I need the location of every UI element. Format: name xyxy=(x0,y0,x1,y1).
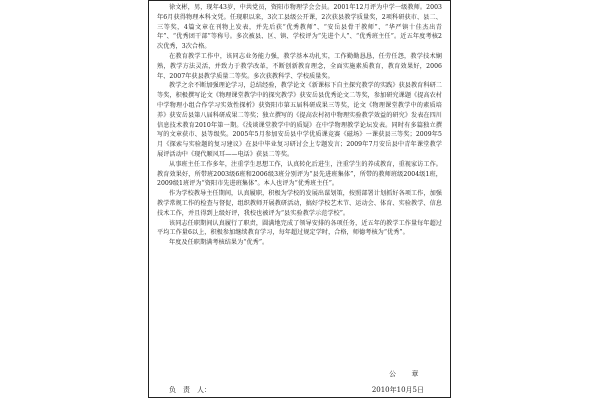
responsible-person-label: 负 责 人： xyxy=(169,386,211,394)
paragraph-research: 教学之余不断加强理论学习，总结经验，教学论文《新课标下自主探究教学的实践》获县教育科研二等奖，积极撰写论文《物理课堂教学中的探究教学》获安岳县优秀论文二等奖，参加研究课题《提高农村中学物理小组合作学习实效性探析》获资阳市第五届科研成果三等奖，论文《物理课堂教学中的素质培养》获安岳县第八届科研成果二等奖；独立撰写的《提高农村初中物理实验教学效益的研究》发表在四川信息技术教育2010年第一期。《浅谈课堂教学中的质疑》在中学物理教学论坛发表。同时有多篇独立撰写的文章获市、县等级奖。2005年5月参加安岳县中学优质课竞赛《磁场》一课获县三等奖；2009年5月《探索与实验题的复习建议》在县中毕业复习研讨会上专题发言；2009年7月安岳县中青年课堂教学展评活动中《现代顺风耳——电话》获县二等奖。 xyxy=(157,82,442,158)
paragraph-profile: 徐文彬，男，现年43岁，中共党员，资阳市物理学会会员。2001年12月评为中学一级教师。2003年6月获得物理本科文凭。任现职以来，3次工县级公开课，2次获县教学质量奖，2项科研获市、县二、三等奖，4篇文章在刊物上发表，并先后获“优秀教师”、“安岳县骨干教师”、“华严镇十佳杰出青年”、“优秀团干部”等称号。多次被县、区、镇、学校评为“先进个人”、“优秀班主任”。近五年度考核2次优秀，3次合格。 xyxy=(157,4,442,51)
paragraph-summary: 该同志任职期间认真履行了职责，圆满地完成了领导安排的各项任务，近五年的教学工作量每年超过平均工作量6以上，积极参加继续教育学习，每年超过规定学时，合格，师德考核为“优秀”。 xyxy=(157,219,442,237)
paragraph-class-teacher: 从事班主任工作多年，注重学生思想工作，认真转化后进生，注重学生的养成教育，重视家访工作。教育效果好，所带班2003级6班和2006级3班分别评为“县先进班集体”，所带的教师班级2004级1班，2009级1班评为“资阳市先进班集体”。本人也评为“优秀班主任”。 xyxy=(157,160,442,188)
appraisal-document xyxy=(148,0,451,398)
paragraph-result: 年度及任职期满考核结果为“优秀”。 xyxy=(169,239,269,247)
document-date: 2010年10月5日 xyxy=(371,386,424,394)
paragraph-teaching: 在教育教学工作中，该同志业务能力强，教学基本功扎实，工作勤勤恳恳，任劳任怨，教学技术娴熟，教学方法灵活，并致力于教学改革，不断创新教育理念，全面实施素质教育，教育效果好，2006年、2007年获县教学质量二等奖。多次获教科学、学校质量奖。 xyxy=(157,52,442,80)
official-seal-label: 公 章 xyxy=(389,370,419,378)
document-body xyxy=(157,3,442,248)
paragraph-director: 作为学校教导主任期间，认真履职，积极为学校的发展出谋划策，按照部署计划抓好各项工作，加强教学常规工作的检查与督促，组织教师开展教研活动，搞好学校艺术节、运动会、体育、实验教学、信息技术工作，并且得到上级好评，我校也被评为“县实验教学示范学校”。 xyxy=(157,190,442,217)
signature-row xyxy=(169,385,424,395)
